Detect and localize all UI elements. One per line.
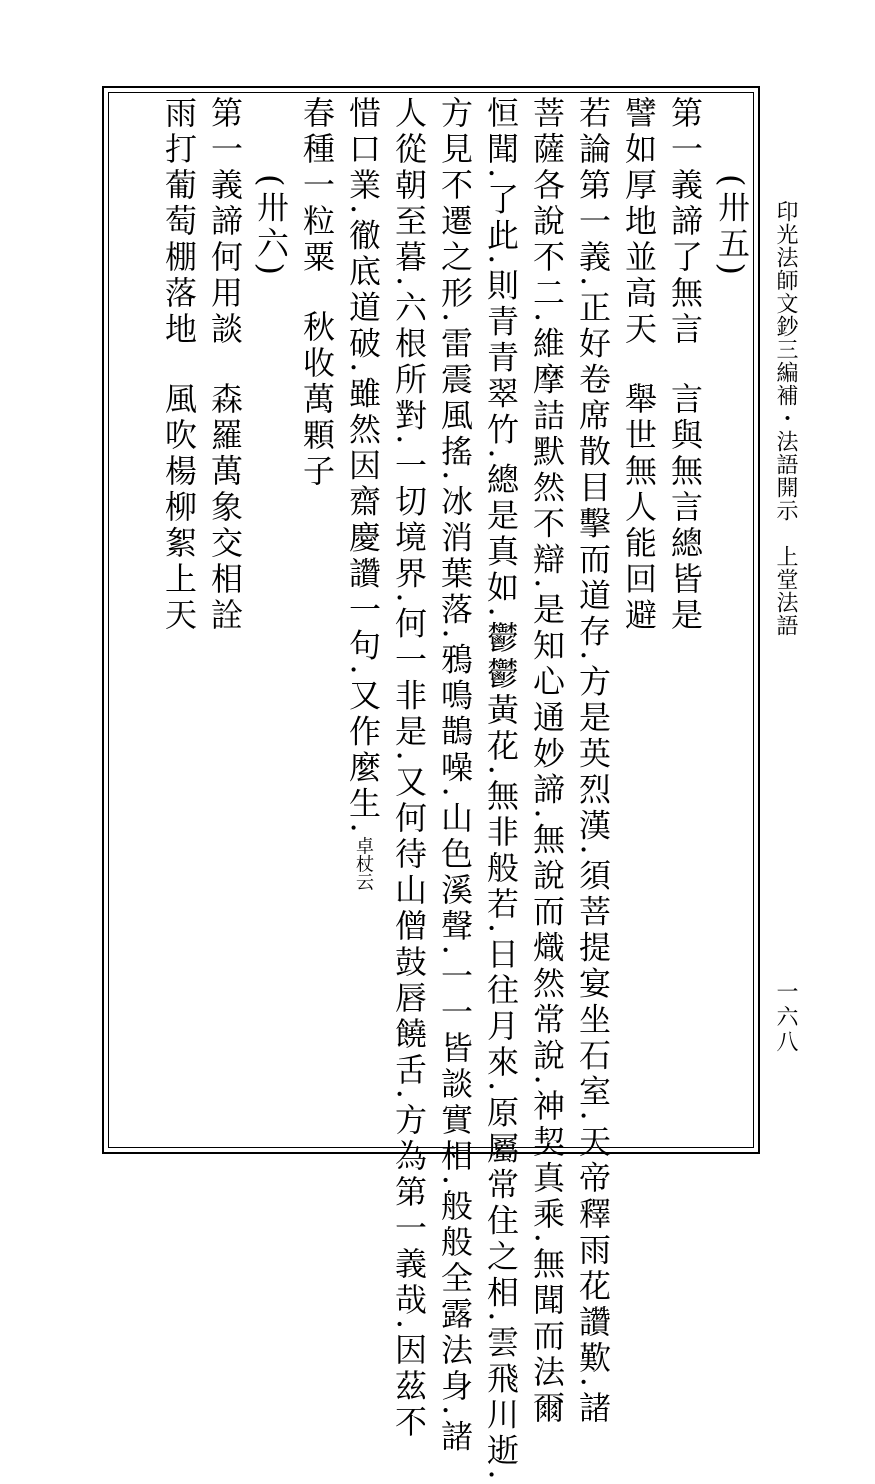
prose-line: 恒聞.了此.則青青翠竹.總是真如.鬱鬱黃花.無非般若.日往月來.原屬常住之相.雲飛川逝.	[482, 96, 520, 1484]
section-heading: (卅六)	[252, 174, 290, 279]
verse-line: 第一義諦了無言言與無言總皆是	[666, 96, 704, 634]
prose-line: 惜口業.徹底道破.雖然因齋慶讚一句.又作麼生.卓杖云	[344, 96, 382, 891]
section-heading: (卅五)	[713, 174, 751, 279]
page-number: 一六八	[773, 980, 798, 1055]
page-frame	[102, 86, 760, 1154]
verse-line: 雨打葡萄棚落地風吹楊柳絮上天	[160, 96, 198, 634]
verse-line: 春種一粒粟秋收萬顆子	[298, 96, 336, 490]
prose-line: 菩薩各說不二.維摩詰默然不辯.是知心通妙諦.無說而熾然常說.神契真乘.無聞而法爾	[528, 96, 566, 1427]
prose-line: 若論第一義.正好卷席散目擊而道存.方是英烈漢.須菩提宴坐石室.天帝釋雨花讚歎.諸	[574, 96, 612, 1427]
prose-line: 人從朝至暮.六根所對.一切境界.何一非是.又何待山僧鼓唇饒舌.方為第一義哉.因茲不	[390, 96, 428, 1442]
verse-line: 譬如厚地並高天舉世無人能回避	[620, 96, 658, 634]
prose-line: 方見不遷之形.雷震風搖.冰消葉落.鴉鳴鵲噪.山色溪聲.一一皆談實相.般般全露法身.諸	[436, 96, 474, 1456]
running-header: 印光法師文鈔三編補・法語開示 上堂法語	[773, 200, 798, 637]
verse-line: 第一義諦何用談森羅萬象交相詮	[206, 96, 244, 634]
annotation-note: 卓杖云	[353, 836, 374, 891]
